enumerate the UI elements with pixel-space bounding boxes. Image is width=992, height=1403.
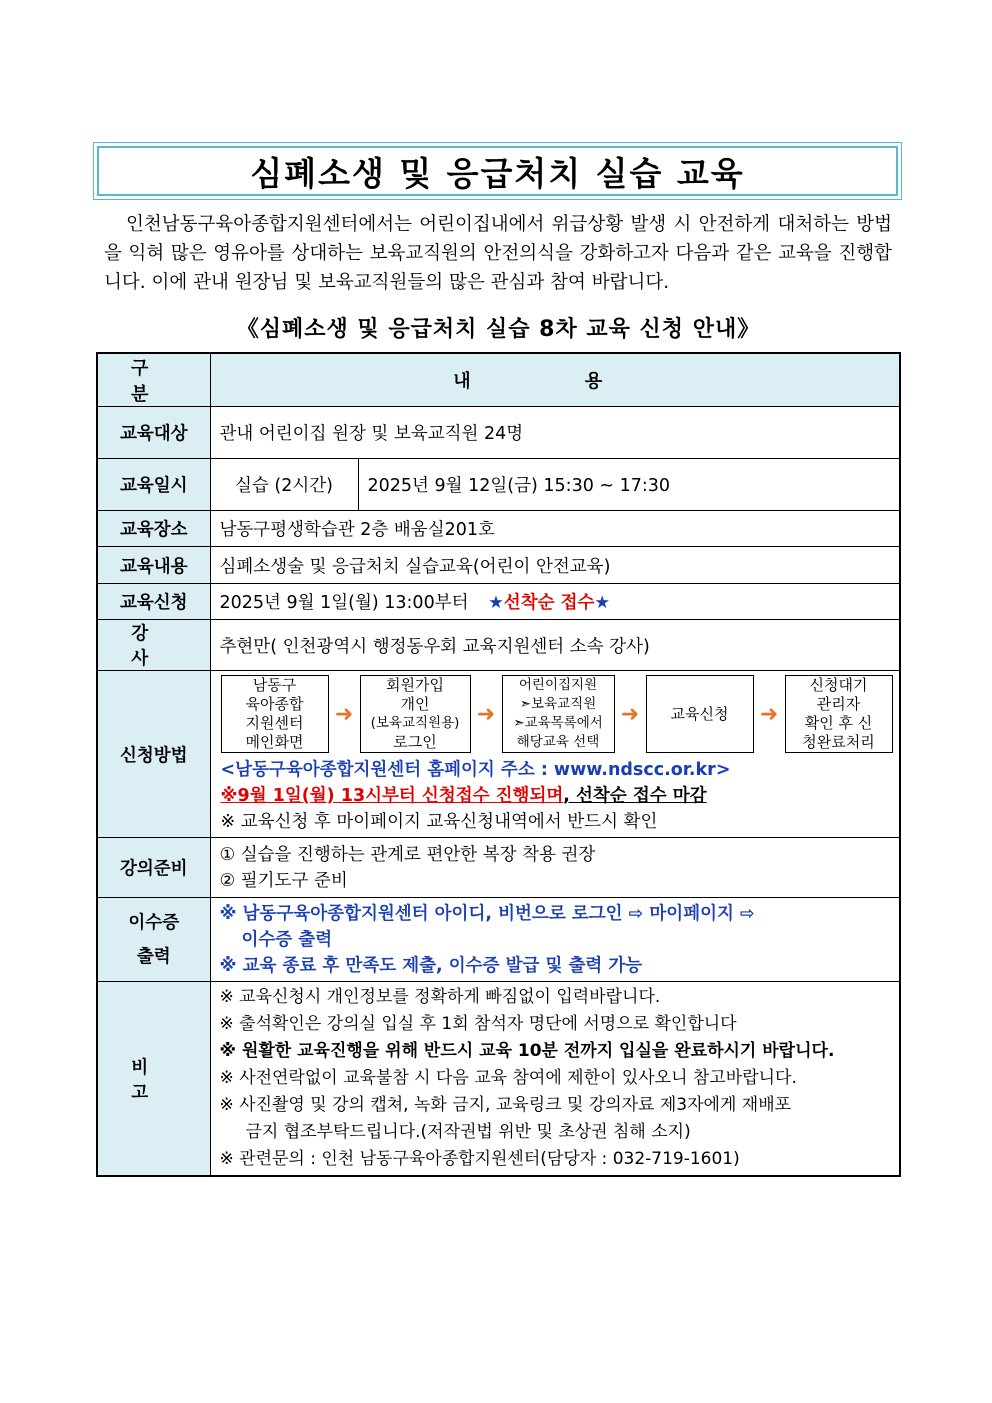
remark-item: ※ 관련문의 : 인천 남동구육아종합지원센터(담당자 : 032-719-1601) [219, 1149, 740, 1169]
content-value: 심폐소생술 및 응급처치 실습교육(어린이 안전교육) [210, 547, 900, 584]
remark-label: 비 고 [97, 982, 210, 1177]
page-title: 심폐소생 및 응급처치 실습 교육 [97, 146, 898, 196]
prep-cell [210, 838, 900, 898]
cert-cell [210, 898, 900, 982]
remark-item: ※ 원활한 교육진행을 위해 반드시 교육 10분 전까지 입실을 완료하시기 바랍니다. [219, 1041, 835, 1061]
remark-cell [210, 982, 900, 1177]
arrow-right-icon: ➜ [476, 701, 496, 727]
apply-label: 교육신청 [97, 584, 210, 620]
arrow-right-icon: ➜ [620, 701, 640, 727]
apply-flow [221, 671, 900, 757]
date-type: 실습 (2시간) [210, 459, 358, 511]
arrow-right-icon: ➜ [759, 701, 779, 727]
flow-step-login: 회원가입 개인 (보육교직원용) 로그인 [360, 675, 471, 753]
remark-item: ※ 사전연락없이 교육불참 시 다음 교육 참여에 제한이 있사오니 참고바랍니다. [219, 1068, 797, 1088]
content-label: 교육내용 [97, 547, 210, 584]
instructor-value: 추현만( 인천광역시 행정동우회 교육지원센터 소속 강사) [210, 620, 900, 671]
first-come-text: 선착순 접수 [503, 593, 595, 613]
date-label: 교육일시 [97, 459, 210, 511]
prep-item: ① 실습을 진행하는 관계로 편안한 복장 착용 권장 [219, 844, 596, 865]
remark-item: ※ 출석확인은 강의실 입실 후 1회 참석자 명단에 서명으로 확인합니다 [219, 1014, 737, 1034]
header-label-cell: 구 분 [97, 353, 210, 407]
prep-label: 강의준비 [97, 838, 210, 898]
apply-notice: ※9월 1일(월) 13시부터 신청접수 진행되며, 선착순 접수 마감 [220, 786, 707, 806]
method-label: 신청방법 [97, 671, 210, 838]
cert-line: ※ 교육 종료 후 만족도 제출, 이수증 발급 및 출력 가능 [219, 955, 643, 976]
info-table [96, 352, 901, 1177]
cert-line: ※ 남동구육아종합지원센터 아이디, 비번으로 로그인 ⇨ 마이페이지 ⇨ [219, 903, 755, 924]
header-content-cell: 내 용 [210, 353, 900, 407]
instructor-label: 강 사 [97, 620, 210, 671]
method-cell [210, 671, 900, 838]
target-label: 교육대상 [97, 407, 210, 459]
apply-value: 2025년 9월 1일(월) 13:00부터 ★선착순 접수★ [210, 584, 900, 620]
place-label: 교육장소 [97, 511, 210, 547]
title-frame [93, 142, 902, 200]
remark-item: ※ 사진촬영 및 강의 캡쳐, 녹화 금지, 교육링크 및 강의자료 제3자에게 재배포 [219, 1095, 792, 1115]
flow-step-apply: 교육신청 [646, 675, 754, 753]
first-come-badge: ★ [488, 593, 504, 613]
flow-step-main-page: 남동구 육아종합 지원센터 메인화면 [221, 675, 329, 753]
cert-label: 이수증 출력 [97, 898, 210, 982]
subtitle: 《심폐소생 및 응급처치 실습 8차 교육 신청 안내》 [236, 317, 761, 342]
flow-step-select-course: 어린이집지원 ➣보육교직원 ➣교육목록에서 해당교육 선택 [502, 675, 615, 753]
cert-line: 이수증 출력 [241, 929, 333, 950]
date-value: 2025년 9월 12일(금) 15:30 ~ 17:30 [358, 459, 900, 511]
check-notice: ※ 교육신청 후 마이페이지 교육신청내역에서 반드시 확인 [220, 812, 658, 832]
remark-item: 금지 협조부탁드립니다.(저작권법 위반 및 초상권 침해 소지) [245, 1122, 691, 1142]
intro-paragraph: 인천남동구육아종합지원센터에서는 어린이집내에서 위급상황 발생 시 안전하게 대처하는 방법을 익혀 많은 영유아를 상대하는 보육교직원의 안전의식을 강화하고자 다음과 같은 교육을 진행합니다. 이에 관내 원장님 및 보육교직원들의 많은 관심과 참여 바랍니다. [104, 214, 892, 293]
place-value: 남동구평생학습관 2층 배움실201호 [210, 511, 900, 547]
flow-step-complete: 신청대기 관리자 확인 후 신 청완료처리 [785, 675, 893, 753]
remark-item: ※ 교육신청시 개인정보를 정확하게 빠짐없이 입력바랍니다. [219, 987, 661, 1007]
arrow-right-icon: ➜ [334, 701, 354, 727]
prep-item: ② 필기도구 준비 [219, 870, 348, 891]
homepage-url: <남동구육아종합지원센터 홈페이지 주소 : www.ndscc.or.kr> [220, 760, 731, 780]
target-value: 관내 어린이집 원장 및 보육교직원 24명 [210, 407, 900, 459]
